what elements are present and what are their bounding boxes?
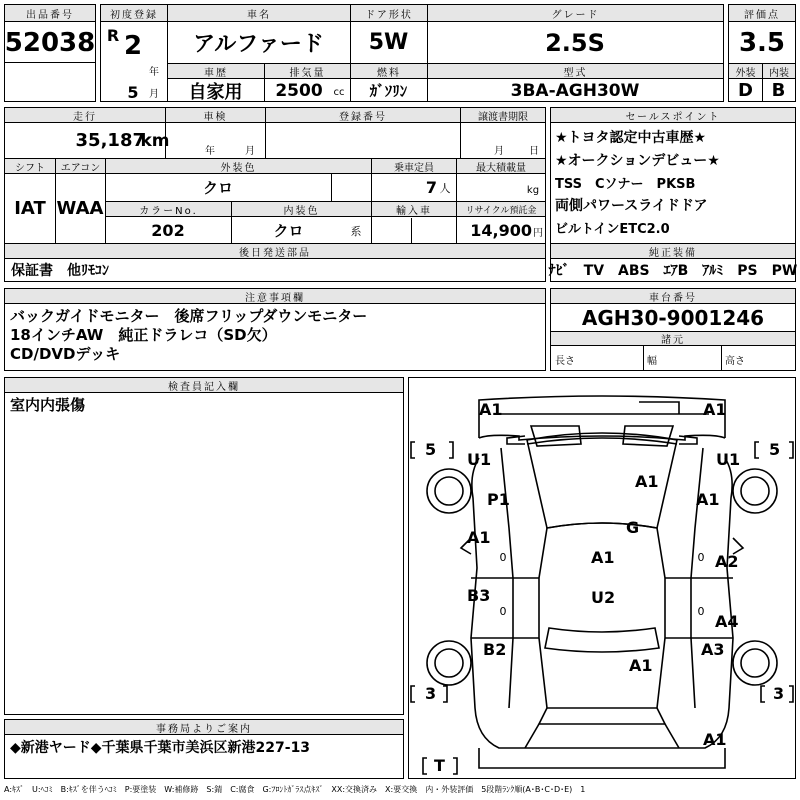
exterior-color: クロ (202, 179, 233, 197)
sales-line-3: TSS Cソナー PKSB (555, 177, 696, 192)
color-label: 外装色 (105, 159, 371, 174)
interior-color: クロ (273, 222, 304, 240)
mark-front-left-fender: U1 (467, 450, 492, 469)
month-unit: 月 (149, 88, 159, 100)
mark-roof: A1 (591, 548, 615, 567)
recycle-unit: 円 (533, 227, 543, 239)
tire-front-left: 5 (425, 440, 437, 459)
door-label: ドア形状 (350, 5, 427, 22)
capacity-label: 乗車定員 (371, 159, 456, 174)
shift: IAT (14, 198, 46, 219)
inspection-month-unit: 月 (245, 145, 255, 157)
interior-color-label: 内装色 (231, 202, 371, 217)
lot-number-box (4, 4, 96, 102)
interior-grade: B (771, 80, 786, 101)
inspection-year-unit: 年 (205, 145, 215, 157)
office-box (4, 719, 404, 779)
mark-windshield: G (626, 518, 640, 537)
spare-tire: T (434, 756, 445, 775)
later-parts: 保証書 他ﾘﾓｺﾝ (11, 263, 109, 279)
inspector-label: 検査員記入欄 (5, 378, 403, 393)
sales-line-5: ビルトインETC2.0 (555, 222, 670, 237)
exterior-grade: D (738, 80, 753, 101)
air-conditioner: WAA (56, 198, 104, 219)
sales-point-box (550, 107, 796, 282)
mark-front-right-fender: U1 (716, 450, 741, 469)
grade: 2.5S (545, 28, 605, 57)
later-parts-label: 後日発送部品 (5, 244, 545, 259)
capacity-unit: 人 (439, 182, 451, 195)
notes-label: 注意事項欄 (5, 289, 545, 304)
car-name: アルファード (193, 32, 324, 57)
exterior-label: 外装 (729, 64, 762, 79)
year-unit: 年 (149, 66, 159, 78)
fuel-label: 燃料 (350, 64, 427, 79)
first-registration-label: 初度登録 (101, 5, 167, 22)
model-code: 3BA-AGH30W (510, 80, 640, 101)
mark-right-a-pillar: A1 (696, 490, 720, 509)
sales-line-4: 両側パワースライドドア (555, 198, 708, 214)
office-label: 事務局よりご案内 (5, 720, 403, 735)
mark-left-a-pillar: P1 (487, 490, 510, 509)
zero-right-front: 0 (697, 550, 705, 564)
capacity: 7 (425, 178, 437, 197)
mark-hood: A1 (635, 472, 659, 491)
office-text: ◆新港ヤード◆千葉県千葉市美浜区新港227-13 (10, 740, 311, 756)
equipment-list: ﾅﾋﾞ TV ABS ｴｱB ｱﾙﾐ PS PW (548, 263, 798, 279)
zero-left-front: 0 (499, 550, 507, 564)
chassis-label: 車台番号 (551, 289, 795, 304)
mark-left-front-door: A1 (467, 528, 491, 547)
length-label: 長さ (555, 355, 575, 367)
lot-number-label: 出品番号 (5, 5, 95, 22)
sales-line-1: ★トヨタ認定中古車歴★ (555, 130, 707, 146)
sales-point-label: セールスポイント (551, 108, 795, 123)
displacement: 2500 (275, 80, 323, 101)
fuel: ｶﾞｿﾘﾝ (369, 82, 408, 100)
notes-line-2: 18インチAW 純正ドラレコ（SD欠） (10, 326, 277, 344)
vehicle-history: 自家用 (188, 81, 243, 103)
transfer-day-unit: 日 (529, 145, 539, 157)
reg-month: 5 (127, 82, 139, 102)
vehicle-detail-box (4, 107, 546, 282)
chassis-number: AGH30-9001246 (581, 306, 765, 330)
score-label: 評価点 (729, 5, 795, 22)
transfer-month-unit: 月 (494, 145, 504, 157)
score-box (728, 4, 796, 102)
mark-right-quarter: A3 (701, 640, 725, 659)
transfer-label: 譲渡書期限 (460, 108, 545, 123)
mileage-label: 走行 (5, 108, 165, 123)
dims-label: 諸元 (551, 332, 795, 346)
chassis-box (550, 288, 796, 371)
inspection-label: 車検 (165, 108, 265, 123)
vehicle-basic-box (100, 4, 724, 102)
mark-rear-bumper: A1 (703, 730, 727, 749)
mileage-unit: km (140, 130, 170, 151)
legend: A:ｷｽﾞ U:ﾍｺﾐ B:ｷｽﾞを伴うﾍｺﾐ P:要塗装 W:補修跡 S:錆 C:腐食 G:ﾌﾛﾝﾄｶﾞﾗｽ点ｷｽﾞ XX:交換済み X:要交換 内・外装評価 5段階ﾗﾝｸ順(A･B･C･D･E) 1 (4, 784, 586, 794)
score: 3.5 (738, 28, 786, 58)
inspector-box (4, 377, 404, 715)
inspector-text: 室内内張傷 (10, 396, 86, 414)
lot-number: 52038 (4, 28, 96, 58)
ac-label: エアコン (55, 159, 105, 174)
recycle-label: リサイクル預託金 (456, 202, 545, 217)
sales-line-2: ★オークションデビュー★ (555, 153, 720, 169)
mileage: 35,187 (75, 130, 145, 151)
import-label: 輸入車 (371, 202, 456, 217)
zero-left-rear: 0 (499, 604, 507, 618)
equipment-label: 純正装備 (551, 244, 795, 259)
reg-year: 2 (123, 31, 143, 61)
load-label: 最大積載量 (456, 159, 545, 174)
tire-front-right: 5 (769, 440, 781, 459)
displacement-label: 排気量 (264, 64, 350, 79)
shift-label: シフト (5, 159, 55, 174)
era: R (106, 25, 120, 45)
mark-left-quarter: B2 (483, 640, 507, 659)
color-number: 202 (151, 221, 185, 240)
mark-right-rear-door: A4 (715, 612, 739, 631)
tire-rear-right: 3 (773, 684, 785, 703)
mark-roof-rear: U2 (591, 588, 616, 607)
tire-rear-left: 3 (425, 684, 437, 703)
model-label: 型式 (427, 64, 723, 79)
mark-left-rear-door: B3 (467, 586, 491, 605)
recycle-fee: 14,900 (470, 221, 532, 240)
history-label: 車歴 (168, 64, 264, 79)
interior-color-unit: 系 (350, 225, 362, 238)
mark-rear-gate: A1 (629, 656, 653, 675)
notes-line-3: CD/DVDデッキ (10, 345, 121, 363)
grade-label: グレード (427, 5, 723, 22)
reg-number-label: 登録番号 (265, 108, 460, 123)
interior-label: 内装 (762, 64, 795, 79)
notes-line-1: バックガイドモニター 後席フリップダウンモニター (10, 307, 368, 325)
height-label: 高さ (725, 355, 745, 367)
mark-front-bumper-right: A1 (703, 400, 727, 419)
car-name-label: 車名 (167, 5, 350, 22)
zero-right-rear: 0 (697, 604, 705, 618)
notes-box (4, 288, 546, 371)
door-type: 5W (368, 30, 409, 55)
car-diagram (409, 378, 795, 778)
damage-diagram-box (408, 377, 796, 779)
color-no-label: カラーNo. (106, 202, 231, 217)
mark-front-bumper-left: A1 (479, 400, 503, 419)
load-unit: kg (526, 184, 540, 196)
displacement-unit: cc (333, 86, 345, 98)
width-label: 幅 (647, 355, 657, 367)
mark-right-front-door: A2 (715, 552, 739, 571)
